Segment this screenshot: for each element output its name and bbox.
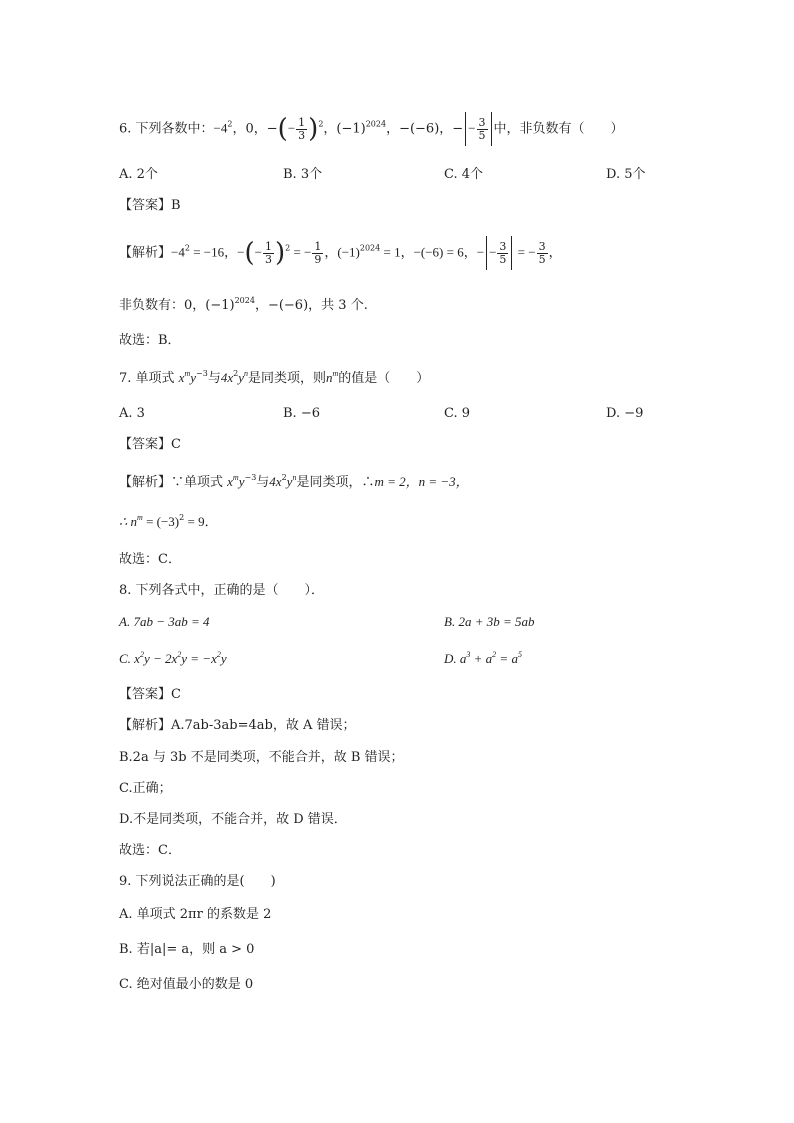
q7-choose: 故选：C． bbox=[119, 552, 181, 567]
q8-analysis-d: D.不是同类项，不能合并，故 D 错误． bbox=[119, 812, 347, 827]
q7-answer: 【答案】C bbox=[119, 437, 181, 452]
q7-stem: 7. 单项式 $x^my^{-3}$与$4x^2y^n$是同类项，则$n^m$的值是（ ） bbox=[119, 369, 430, 386]
q7-option-a: A. 3 bbox=[119, 406, 145, 421]
q6-option-b: B. 3个 bbox=[283, 167, 323, 182]
q6-prefix: 6. 下列各数中： bbox=[119, 121, 214, 137]
q8-analysis-a: 【解析】A.7ab-3ab=4ab，故 A 错误； bbox=[119, 718, 356, 733]
q8-answer: 【答案】C bbox=[119, 687, 181, 702]
q6-sep3: ，−(−6)，− bbox=[386, 121, 464, 137]
q6-sep1: ，0，− bbox=[232, 121, 278, 137]
q6-answer: 【答案】B bbox=[119, 198, 181, 213]
q9-option-a: A. 单项式 2πr 的系数是 2 bbox=[119, 907, 272, 922]
q6-sup2: 2 bbox=[318, 119, 324, 129]
q8-analysis-b: B.2a 与 3b 不是同类项，不能合并，故 B 错误； bbox=[119, 750, 404, 765]
q9-option-c: C. 绝对值最小的数是 0 bbox=[119, 977, 254, 992]
q6-choose: 故选：B． bbox=[119, 333, 181, 348]
q6-stem: 6. 下列各数中：$-4^2$，0，−(− $\frac{1}{3}$ )$^2$，$(-1)^{2024}$，−(−6)，− − $\frac{3}{5}$ 中，非负数有（ ） bbox=[119, 114, 624, 144]
q6-frac2: $\frac{3}{5}$ bbox=[478, 115, 486, 142]
q8-option-a: A. 7ab − 3ab = 4 bbox=[119, 614, 210, 629]
q6-tail: 中，非负数有（ ） bbox=[493, 121, 624, 137]
q6-frac1: $\frac{1}{3}$ bbox=[298, 115, 306, 142]
q6-option-a: A. 2个 bbox=[119, 167, 158, 182]
q6-analysis: 【解析】$-4^2 = -16$，−(− $\frac{1}{3}$ )$^2$ = − $\frac{1}{9}$ ，$(-1)^{2024} = 1$，−(−6) = 6，− − $\frac{3}{5}$ = − $\frac{3}{5}$ ， bbox=[119, 238, 562, 268]
q6-sup3: 2024 bbox=[365, 119, 387, 129]
q7-option-b: B. −6 bbox=[283, 406, 320, 421]
q7-analysis: 【解析】∵单项式 $x^my^{-3}$与$4x^2y^n$是同类项，∴m = 2，n = −3， bbox=[119, 473, 469, 490]
q8-option-c: C. $x^2y - 2x^2y = -x^2y$ bbox=[119, 650, 227, 666]
q7-result-line: ∴ $n^m = (-3)^2 = 9$． bbox=[119, 513, 218, 529]
q6-term1: −4 bbox=[213, 120, 228, 136]
q6-option-d: D. 5个 bbox=[606, 167, 646, 182]
q9-stem: 9. 下列说法正确的是( ) bbox=[119, 874, 276, 889]
q6-sup1: 2 bbox=[227, 119, 233, 129]
q6-option-c: C. 4个 bbox=[444, 167, 484, 182]
q8-option-d: D. $a^3 + a^2 = a^5$ bbox=[444, 650, 522, 666]
q9-option-b: B. 若|a|= a，则 a > 0 bbox=[119, 942, 255, 957]
q7-option-d: D. −9 bbox=[606, 406, 644, 421]
q8-analysis-c: C.正确； bbox=[119, 781, 172, 796]
q6-nonneg-line: 非负数有：0，$(-1)^{2024}$，−(−6)，共 3 个. bbox=[119, 296, 368, 313]
q6-sep2: ，(−1) bbox=[323, 121, 366, 137]
q8-choose: 故选：C． bbox=[119, 843, 181, 858]
q8-option-b: B. 2a + 3b = 5ab bbox=[444, 614, 535, 629]
q8-stem: 8. 下列各式中，正确的是（ ）． bbox=[119, 583, 325, 598]
q7-option-c: C. 9 bbox=[444, 406, 471, 421]
